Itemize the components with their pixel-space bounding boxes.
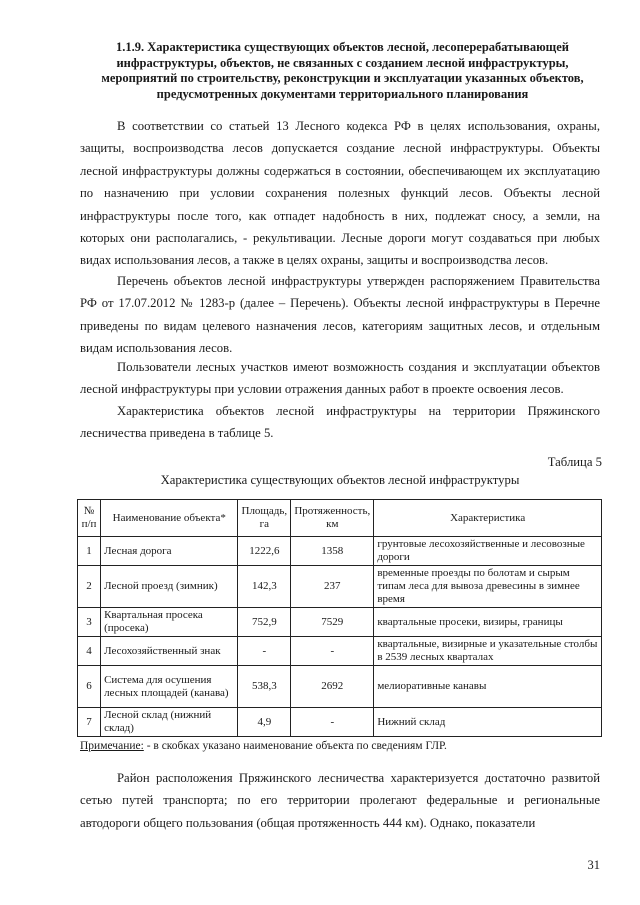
- cell-name: Система для осушения лесных площадей (канава): [101, 666, 238, 708]
- paragraph-land-users: Пользователи лесных участков имеют возможность создания и эксплуатации объектов лесной инфраструктуры при условии отражения данных работ в проекте освоения лесов.: [80, 360, 600, 397]
- table-label: Таблица 5: [547, 455, 602, 469]
- cell-length: 2692: [291, 666, 374, 708]
- cell-name: Лесохозяйственный знак: [101, 637, 238, 666]
- cell-num: 7: [78, 708, 101, 737]
- page-number: 31: [587, 858, 600, 872]
- cell-length: 237: [291, 566, 374, 608]
- cell-description: временные проезды по болотам и сырым типам леса для вывоза древесины в зимнее время: [374, 566, 602, 608]
- cell-description: квартальные, визирные и указательные столбы в 2539 лесных кварталах: [374, 637, 602, 666]
- table-title: Характеристика существующих объектов лесной инфраструктуры: [160, 473, 520, 487]
- cell-name: Квартальная просека (просека): [101, 608, 238, 637]
- cell-area: 752,9: [238, 608, 291, 637]
- table-row: [78, 708, 602, 737]
- section-heading: 1.1.9. Характеристика существующих объектов лесной, лесоперерабатывающей инфраструктуры, объектов, не связанных с созданием лесной инфраструктуры, мероприятий по строительству, реконструкции и эксплуатации указанных объектов, предусмотренных документами территориального планирования: [101, 40, 584, 101]
- paragraph-forest-code: В соответствии со статьей 13 Лесного кодекса РФ в целях использования, охраны, защиты, воспроизводства лесов допускается создание лесной инфраструктуры. Объекты лесной инфраструктуры должны содержаться в состоянии, обеспечивающем их эксплуатацию по назначению при условии сохранения полезных функций лесов. Объекты лесной инфраструктуры после того, как отпадет надобность в них, подлежат сносу, а земли, на которых они располагались, - рекультивации. Лесные дороги могут создаваться при любых видах использования лесов, а также в целях охраны, защиты и воспроизводства лесов.: [80, 119, 600, 268]
- cell-num: 3: [78, 608, 101, 637]
- header-num: № п/п: [78, 500, 101, 537]
- cell-description: Нижний склад: [374, 708, 602, 737]
- cell-area: 1222,6: [238, 537, 291, 566]
- cell-length: 1358: [291, 537, 374, 566]
- cell-area: 4,9: [238, 708, 291, 737]
- header-name: Наименование объекта*: [101, 500, 238, 537]
- note-label: Примечание:: [80, 740, 144, 752]
- header-description: Характеристика: [374, 500, 602, 537]
- paragraph-table-reference: Характеристика объектов лесной инфраструктуры на территории Пряжинского лесничества приведена в таблице 5.: [80, 404, 600, 441]
- cell-area: 142,3: [238, 566, 291, 608]
- header-length: Протяженность, км: [291, 500, 374, 537]
- cell-num: 2: [78, 566, 101, 608]
- cell-description: мелиоративные канавы: [374, 666, 602, 708]
- header-area: Площадь, га: [238, 500, 291, 537]
- cell-num: 6: [78, 666, 101, 708]
- paragraph-government-order: Перечень объектов лесной инфраструктуры утвержден распоряжением Правительства РФ от 17.07.2012 № 1283-р (далее – Перечень). Объекты лесной инфраструктуры в Перечне приведены по видам целевого назначения лесов, категориям защитных лесов, и отдельным видам использования лесов.: [80, 274, 600, 356]
- paragraph-transport: Район расположения Пряжинского лесничества характеризуется достаточно развитой сетью путей транспорта; по его территории пролегают федеральные и региональные автодороги общего пользования (общая протяженность 444 км). Однако, показатели: [80, 771, 600, 830]
- table-row: [78, 537, 602, 566]
- note-text: - в скобках указано наименование объекта по сведениям ГЛР.: [143, 740, 447, 752]
- cell-num: 4: [78, 637, 101, 666]
- infrastructure-table: [77, 499, 602, 737]
- cell-name: Лесная дорога: [101, 537, 238, 566]
- table-row: [78, 566, 602, 608]
- cell-length: -: [291, 637, 374, 666]
- table-row: [78, 666, 602, 708]
- cell-area: 538,3: [238, 666, 291, 708]
- cell-name: Лесной проезд (зимник): [101, 566, 238, 608]
- cell-num: 1: [78, 537, 101, 566]
- cell-description: грунтовые лесохозяйственные и лесовозные дороги: [374, 537, 602, 566]
- table-row: [78, 608, 602, 637]
- table-row: [78, 637, 602, 666]
- table-header-row: [78, 500, 602, 537]
- cell-length: 7529: [291, 608, 374, 637]
- cell-name: Лесной склад (нижний склад): [101, 708, 238, 737]
- cell-description: квартальные просеки, визиры, границы: [374, 608, 602, 637]
- cell-length: -: [291, 708, 374, 737]
- table-note: [80, 740, 447, 752]
- cell-area: -: [238, 637, 291, 666]
